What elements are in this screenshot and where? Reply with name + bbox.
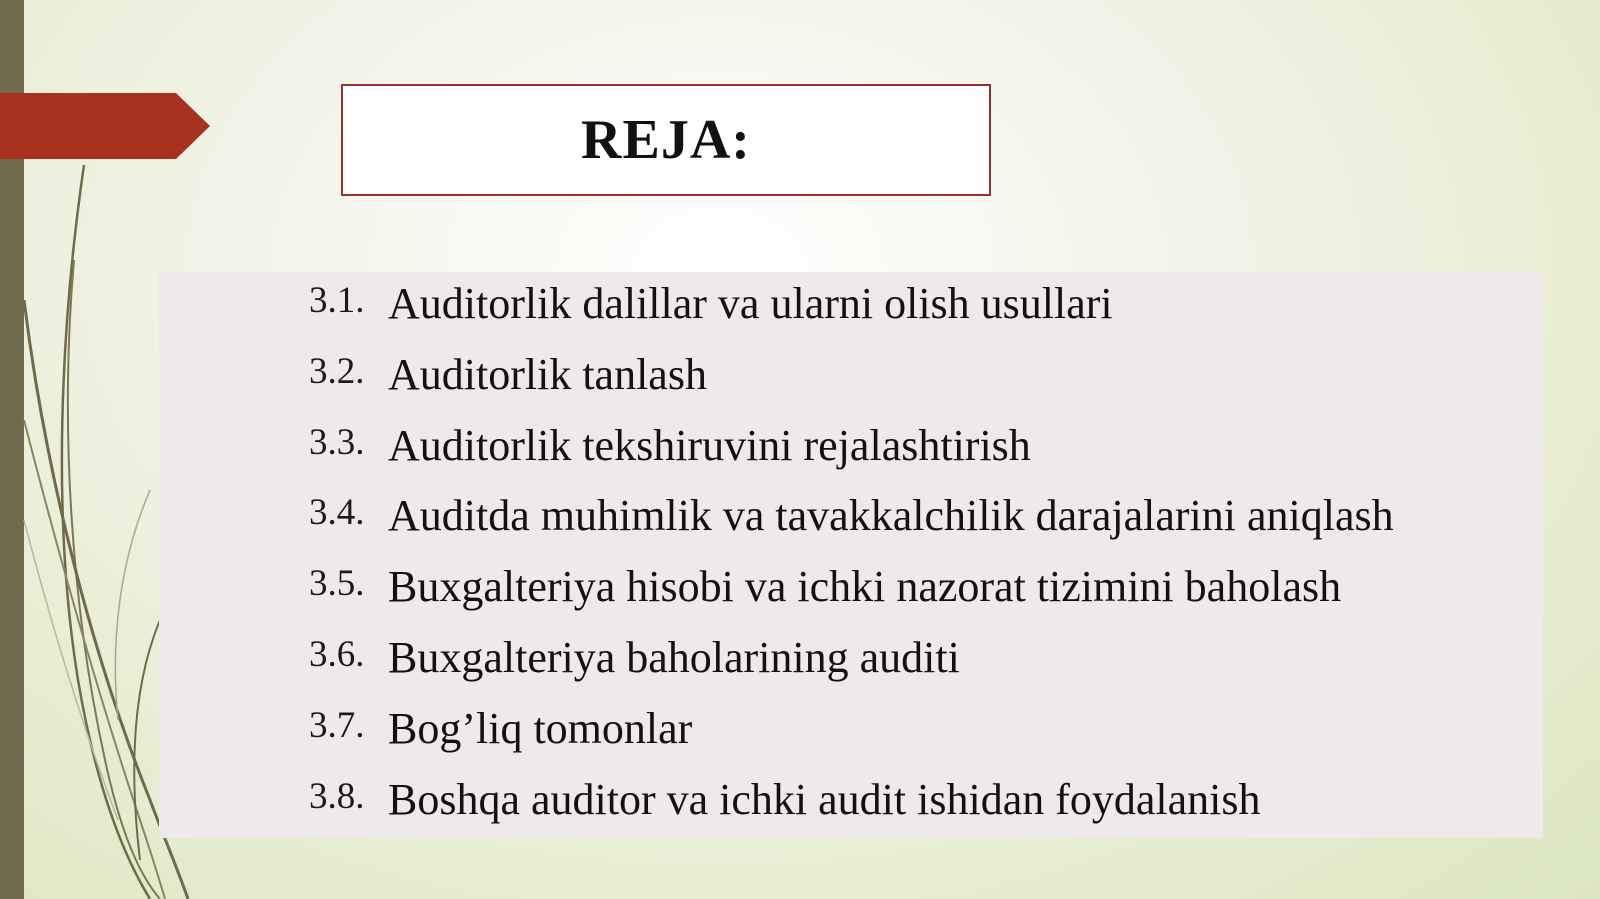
item-number: 3.5. [309, 563, 365, 605]
accent-arrow-flag [0, 93, 210, 159]
item-text: Auditorlik dalillar va ularni olish usullari [388, 279, 1113, 328]
item-number: 3.4. [309, 492, 365, 534]
item-text: Auditorlik tekshiruvini rejalashtirish [388, 420, 1031, 470]
list-item [309, 276, 1394, 347]
list-item [309, 488, 1394, 559]
list-item [309, 418, 1394, 489]
item-number: 3.1. [309, 280, 365, 321]
item-text: Bog’liq tomonlar [388, 703, 693, 753]
item-text: Boshqa auditor va ichki audit ishidan foydalanish [388, 774, 1261, 824]
slide-title: REJA: [581, 109, 751, 171]
item-text: Buxgalteriya baholarining auditi [388, 632, 960, 682]
item-number: 3.2. [309, 350, 365, 392]
item-number: 3.3. [309, 421, 365, 463]
item-text: Buxgalteriya hisobi va ichki nazorat tizimini baholash [388, 562, 1342, 612]
list-item [309, 701, 1394, 772]
list-item [309, 772, 1394, 843]
list-item [309, 347, 1394, 418]
item-text: Auditda muhimlik va tavakkalchilik darajalarini aniqlash [388, 491, 1394, 541]
item-number: 3.7. [309, 704, 365, 746]
plan-list [309, 276, 1394, 842]
item-text: Auditorlik tanlash [388, 349, 707, 399]
item-number: 3.6. [309, 633, 365, 675]
title-box [341, 84, 991, 196]
list-item [309, 630, 1394, 701]
list-item [309, 559, 1394, 630]
item-number: 3.8. [309, 775, 365, 817]
